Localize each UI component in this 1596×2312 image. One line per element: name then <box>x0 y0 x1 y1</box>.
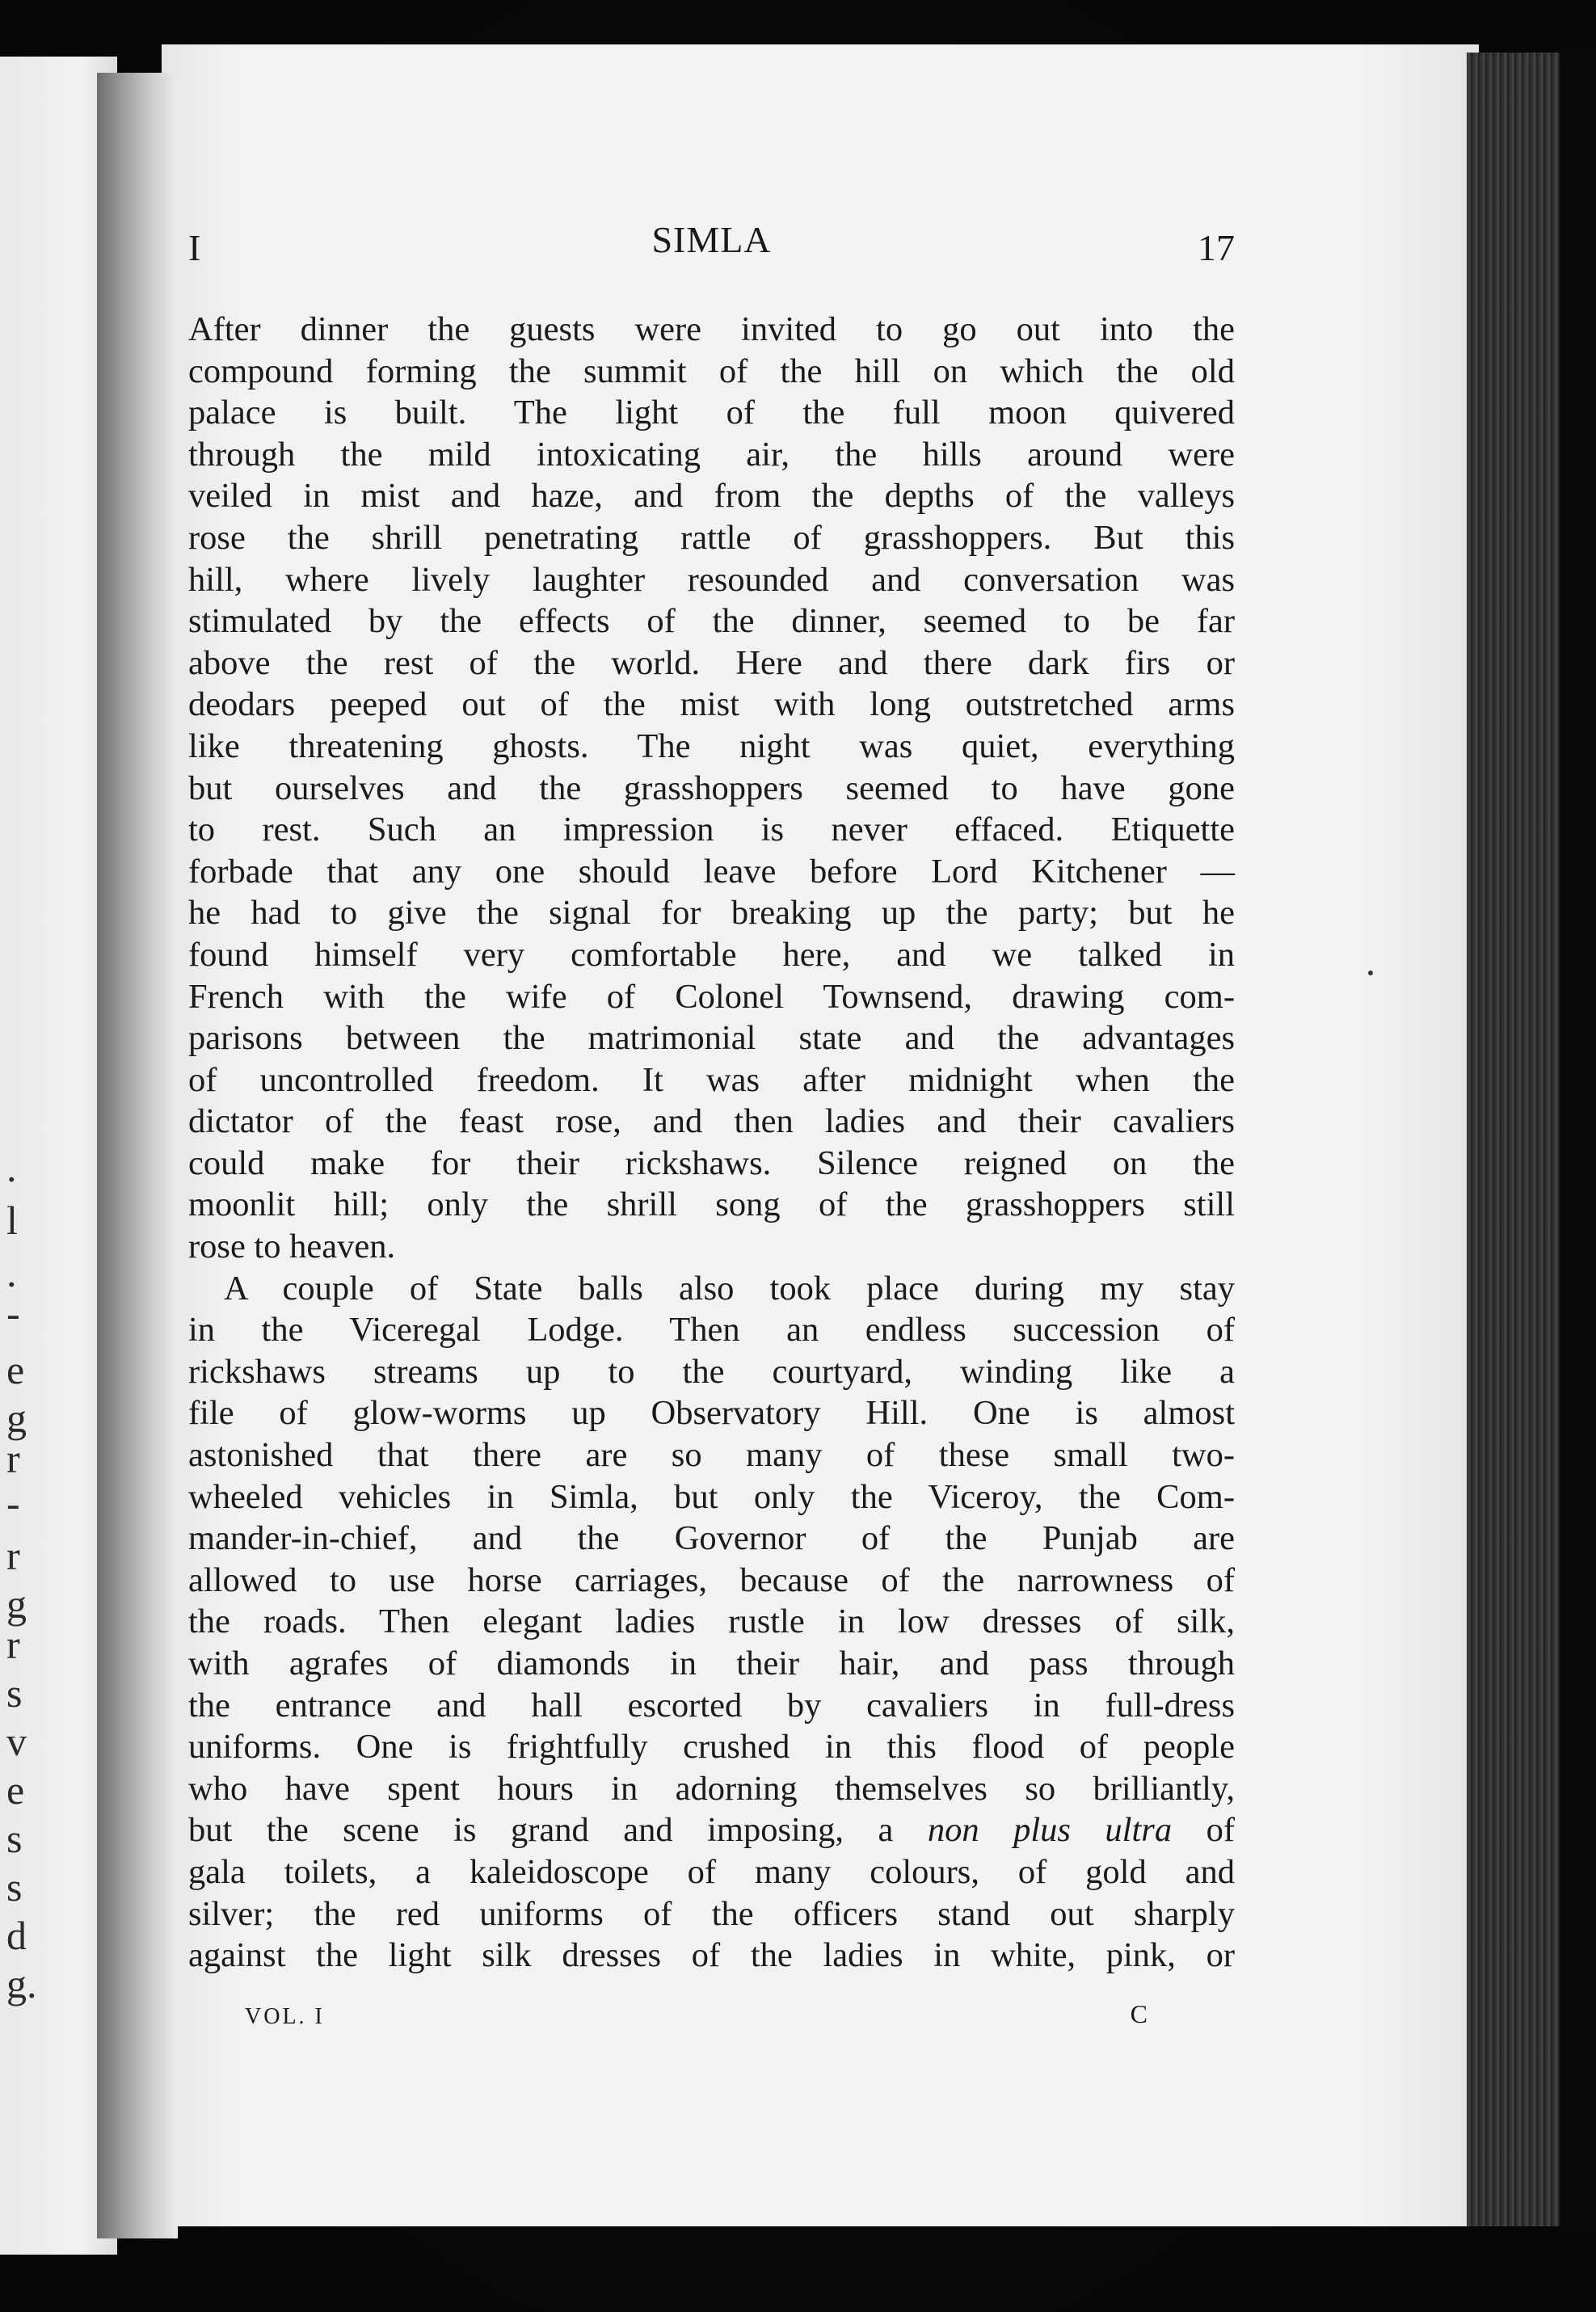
facing-page-letter: e <box>6 1767 25 1813</box>
body-text <box>188 309 1235 1977</box>
facing-page-letter: g <box>6 1396 27 1441</box>
facing-page-letter: s <box>6 1864 23 1910</box>
facing-page-letter: d <box>6 1913 27 1958</box>
text-line: the roads. Then elegant ladies rustle in low dresses of silk, <box>188 1602 1235 1641</box>
text-line: French with the wife of Colonel Townsend, drawing com- <box>188 977 1235 1016</box>
page-text-block <box>188 218 1235 2045</box>
text-line: hill, where lively laughter resounded and conversation was <box>188 560 1235 599</box>
text-line: the entrance and hall escorted by cavaliers in full-dress <box>188 1686 1235 1725</box>
book-fore-edge <box>1467 53 1564 2226</box>
text-line: rose to heaven. <box>188 1228 396 1266</box>
text-line: forbade that any one should leave before Lord Kitchener — <box>188 852 1235 891</box>
page-title: SIMLA <box>651 219 772 260</box>
page-footer <box>188 1998 1235 2045</box>
text-line: astonished that there are so many of these small two- <box>188 1436 1235 1475</box>
text-line <box>188 1809 1235 1851</box>
text-segment: of <box>1172 1811 1235 1850</box>
facing-page-letter: l <box>6 1198 18 1243</box>
text-line: gala toilets, a kaleidoscope of many colours, of gold and <box>188 1852 1235 1891</box>
text-line: After dinner the guests were invited to go out into the <box>188 310 1235 348</box>
text-line: wheeled vehicles in Simla, but only the Viceroy, the Com- <box>188 1477 1235 1516</box>
facing-page-letter: g <box>6 1581 27 1627</box>
text-line: palace is built. The light of the full moon quivered <box>188 394 1235 432</box>
text-line: A couple of State balls also took place during my stay <box>224 1269 1235 1308</box>
facing-page-letter: s <box>6 1816 23 1861</box>
text-line: who have spent hours in adorning themselves so brilliantly, <box>188 1769 1235 1808</box>
facing-page-letter: r <box>6 1622 20 1667</box>
text-line: could make for their rickshaws. Silence reigned on the <box>188 1143 1235 1182</box>
facing-page-letter: s <box>6 1670 23 1716</box>
text-line: compound forming the summit of the hill on which the old <box>188 352 1235 390</box>
text-line: through the mild intoxicating air, the hills around were <box>188 435 1235 474</box>
text-line: rose the shrill penetrating rattle of grasshoppers. But this <box>188 518 1235 557</box>
text-line: uniforms. One is frightfully crushed in this flood of people <box>188 1728 1235 1767</box>
text-line: he had to give the signal for breaking up the party; but he <box>188 894 1235 933</box>
page-number: 17 <box>1198 227 1235 268</box>
text-line: deodars peeped out of the mist with long outstretched arms <box>188 685 1235 724</box>
text-line: parisons between the matrimonial state and the advantages <box>188 1019 1235 1058</box>
facing-page-letter: r <box>6 1436 20 1481</box>
text-line: allowed to use horse carriages, because of the narrowness of <box>188 1560 1235 1599</box>
italic-phrase: non plus ultra <box>927 1811 1173 1850</box>
text-line: mander-in-chief, and the Governor of the Punjab are <box>188 1519 1235 1558</box>
facing-page-letter: - <box>6 1291 20 1336</box>
text-line: with agrafes of diamonds in their hair, and pass through <box>188 1645 1235 1682</box>
scan-border <box>1560 48 1596 2230</box>
text-line: rickshaws streams up to the courtyard, winding like a <box>188 1352 1235 1391</box>
running-head <box>188 218 1235 283</box>
facing-page-letter: - <box>6 1480 20 1526</box>
text-line: stimulated by the effects of the dinner, seemed to be far <box>188 602 1235 641</box>
facing-page-letter: . <box>6 1250 17 1295</box>
scan-speck <box>1368 971 1373 975</box>
chapter-number: I <box>188 227 201 268</box>
text-line: but ourselves and the grasshoppers seemed to have gone <box>188 769 1235 807</box>
facing-page-letter: r <box>6 1533 20 1578</box>
gathering-letter: C <box>1130 1998 1148 2028</box>
text-segment: but the scene is grand and imposing, a <box>188 1811 928 1850</box>
text-line: silver; the red uniforms of the officers stand out sharply <box>188 1894 1235 1933</box>
text-line: in the Viceregal Lodge. Then an endless succession of <box>188 1311 1235 1350</box>
text-line: moonlit hill; only the shrill song of the grasshoppers still <box>188 1185 1235 1224</box>
text-line: of uncontrolled freedom. It was after midnight when the <box>188 1060 1235 1099</box>
facing-page-letter: e <box>6 1347 25 1392</box>
text-line: above the rest of the world. Here and there dark firs or <box>188 643 1235 682</box>
page-gutter-shadow <box>97 73 178 2238</box>
text-line: found himself very comfortable here, and we talked in <box>188 935 1235 974</box>
text-line: against the light silk dresses of the ladies in white, pink, or <box>188 1936 1235 1975</box>
facing-page-letter: v <box>6 1719 27 1764</box>
facing-page-letter: g. <box>6 1961 37 2007</box>
text-line: file of glow-worms up Observatory Hill. One is almost <box>188 1394 1235 1433</box>
volume-signature: VOL. I <box>245 2003 325 2029</box>
text-line: like threatening ghosts. The night was quiet, everything <box>188 726 1235 765</box>
text-line: to rest. Such an impression is never effaced. Etiquette <box>188 811 1235 849</box>
facing-page-letter: . <box>6 1145 17 1190</box>
text-line: veiled in mist and haze, and from the depths of the valleys <box>188 477 1235 516</box>
text-line: dictator of the feast rose, and then ladies and their cavaliers <box>188 1102 1235 1141</box>
